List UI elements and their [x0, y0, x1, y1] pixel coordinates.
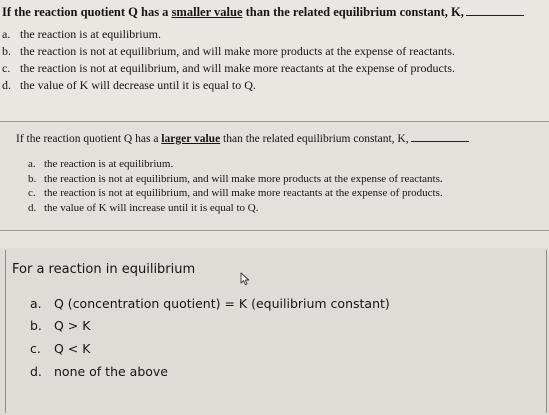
question-2-option-c[interactable]: c. the reaction is not at equilibrium, and will make more reactants at the expense of products. [28, 187, 443, 199]
question-1-option-c[interactable]: c. the reaction is not at equilibrium, and will make more reactants at the expense of products. [2, 61, 455, 75]
answer-blank [466, 4, 524, 16]
mouse-cursor-icon [239, 272, 253, 286]
question-1-stem: If the reaction quotient Q has a smaller value than the related equilibrium constant, K, [2, 4, 524, 20]
question-3-option-b[interactable]: b. Q > K [30, 318, 91, 333]
question-3-frame [5, 250, 547, 413]
question-1 [0, 0, 549, 120]
question-2-emphasis: larger value [161, 133, 221, 145]
answer-blank [411, 130, 469, 142]
question-1-option-b[interactable]: b. the reaction is not at equilibrium, and will make more products at the expense of reactants. [2, 44, 455, 58]
question-2-option-d[interactable]: d. the value of K will increase until it is equal to Q. [28, 202, 259, 214]
question-1-emphasis: smaller value [171, 5, 243, 19]
question-2-option-a[interactable]: a. the reaction is at equilibrium. [28, 158, 174, 170]
question-1-option-d[interactable]: d. the value of K will decrease until it is equal to Q. [2, 78, 256, 92]
question-3-option-c[interactable]: c. Q < K [30, 341, 91, 356]
question-2-stem: If the reaction quotient Q has a larger value than the related equilibrium constant, K, [16, 130, 469, 145]
question-3-option-a[interactable]: a. Q (concentration quotient) = K (equilibrium constant) [30, 296, 390, 311]
question-2-option-b[interactable]: b. the reaction is not at equilibrium, and will make more products at the expense of reactants. [28, 173, 443, 185]
question-1-option-a[interactable]: a. the reaction is at equilibrium. [2, 27, 161, 41]
question-2 [0, 122, 549, 230]
question-3-stem: For a reaction in equilibrium [12, 262, 196, 277]
divider [0, 230, 549, 231]
question-3-option-d[interactable]: d. none of the above [30, 364, 168, 379]
